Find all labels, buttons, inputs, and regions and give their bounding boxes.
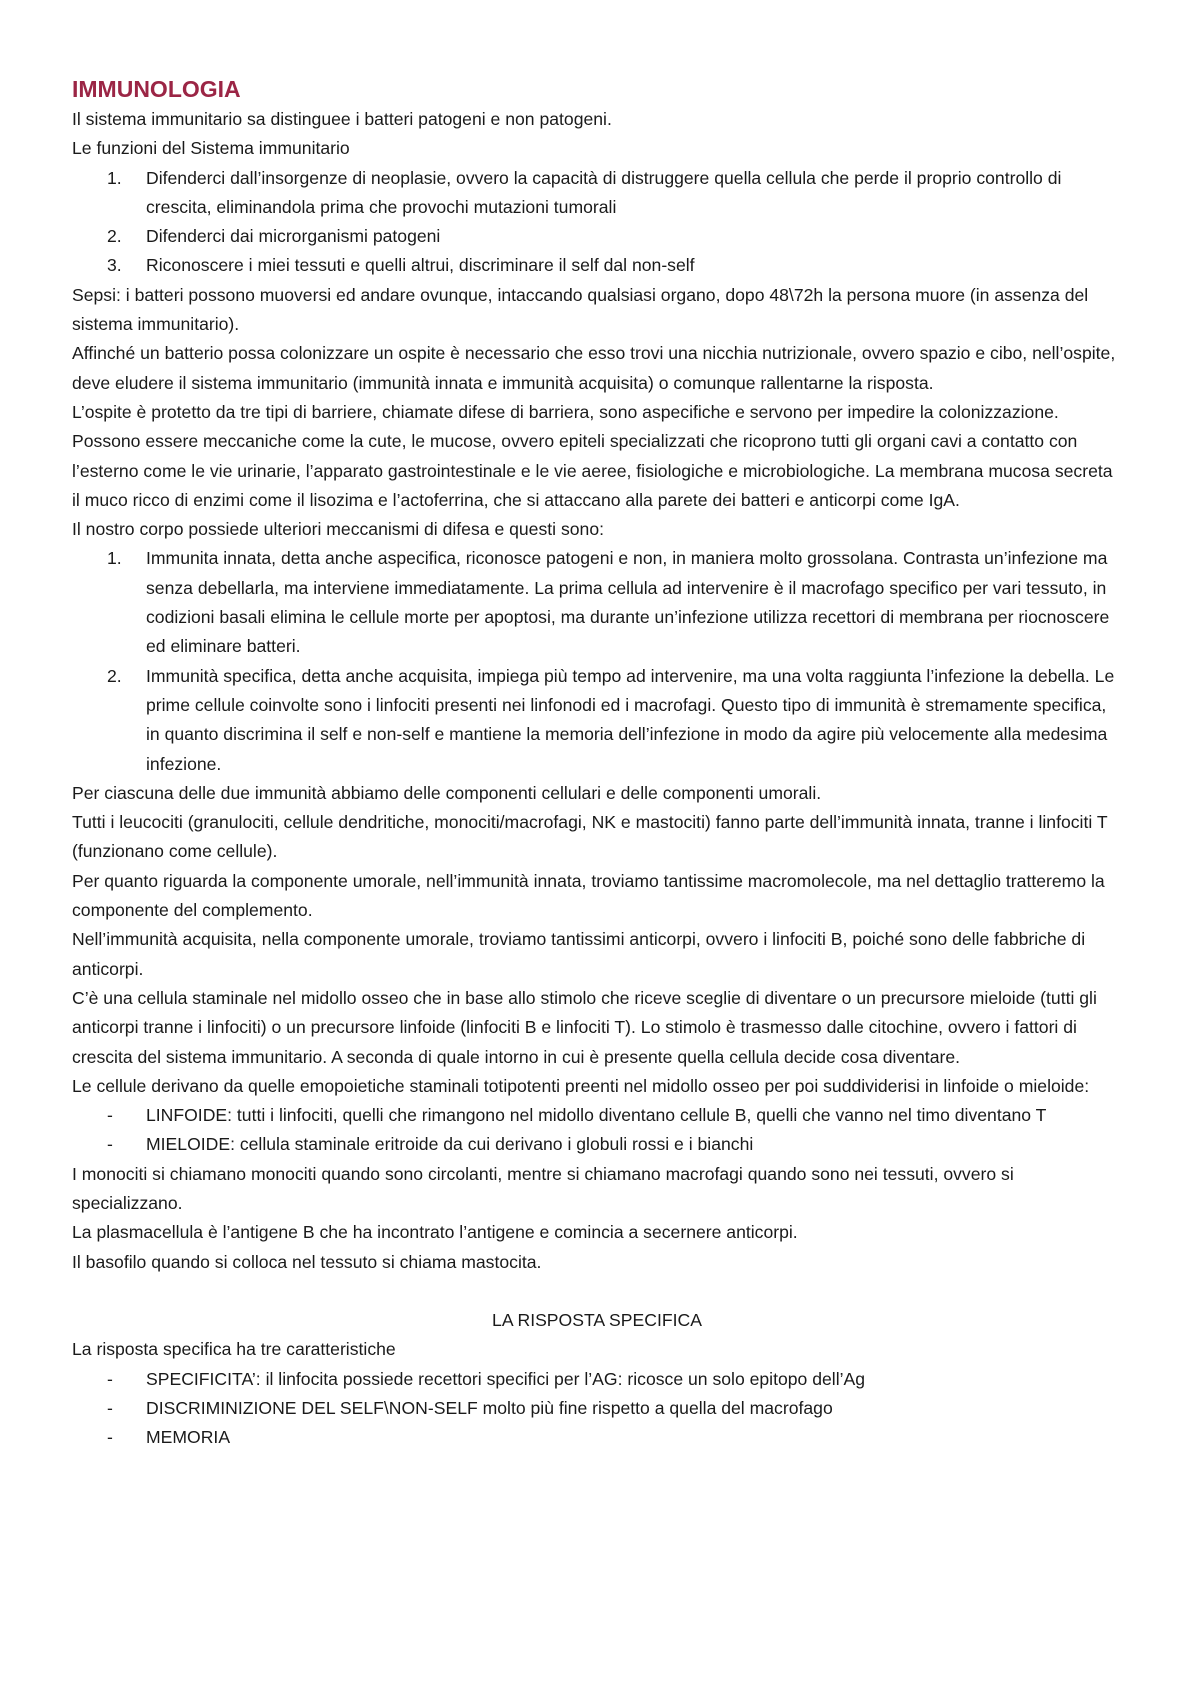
paragraph: Affinché un batterio possa colonizzare un ospite è necessario che esso trovi una nicchia nutrizionale, ovvero spazio e cibo, nell’ospite, deve eludere il sistema immunitario (immunità innata e immunità acquisita) o comunque rallentarne la risposta. (72, 343, 1116, 393)
list-item-text: Riconoscere i miei tessuti e quelli altrui, discriminare il self dal non-self (146, 255, 695, 276)
list-item-text: MIELOIDE: cellula staminale eritroide da cui derivano i globuli rossi e i bianchi (146, 1134, 754, 1155)
paragraph: Sepsi: i batteri possono muoversi ed andare ovunque, intaccando qualsiasi organo, dopo 48\72h la persona muore (in assenza del sistema immunitario). (72, 284, 1089, 335)
list-item (72, 1365, 1122, 1394)
paragraph: Per ciascuna delle due immunità abbiamo delle componenti cellulari e delle componenti umorali. (72, 782, 822, 803)
list-marker: 2. (107, 665, 122, 686)
list-item (72, 662, 1122, 779)
paragraph: La risposta specifica ha tre caratteristiche (72, 1339, 396, 1360)
list-item-text: Difenderci dall’insorgenze di neoplasie, ovvero la capacità di distruggere quella cellula che perde il proprio controllo di crescita, eliminandola prima che provochi mutazioni tumorali (146, 167, 1062, 217)
list-marker: 1. (107, 548, 122, 569)
paragraph: Il basofilo quando si colloca nel tessuto si chiama mastocita. (72, 1251, 542, 1272)
paragraph: I monociti si chiamano monociti quando sono circolanti, mentre si chiamano macrofagi quando sono nei tessuti, ovvero si specializzano. (72, 1163, 1014, 1213)
paragraph: Le funzioni del Sistema immunitario (72, 138, 350, 159)
list-marker: 1. (107, 167, 122, 188)
immunity-list (72, 544, 1122, 778)
paragraph: C’è una cellula staminale nel midollo osseo che in base allo stimolo che riceve sceglie di diventare o un precursore mieloide (tutti gli anticorpi tranne i linfociti) o un precursore linfoide (linfociti B e linfociti T). Lo stimolo è trasmesso dalle citochine, ovvero i fattori di crescita del sistema immunitario. A seconda di quale intorno in cui è presente quella cellula decide cosa diventare. (72, 987, 1097, 1067)
paragraph: Per quanto riguarda la componente umorale, nell’immunità innata, troviamo tantissime macromolecole, ma nel dettaglio tratteremo la componente del complemento. (72, 870, 1105, 921)
list-item-text: Immunita innata, detta anche aspecifica, riconosce patogeni e non, in maniera molto grossolana. Contrasta un’infezione ma senza debellarla, ma interviene immediatamente. La prima cellula ad intervenire è il macrofago specifico per vari tessuto, in codizioni basali elimina le cellule morte per apoptosi, ma durante un’infezione utilizza recettori di membrana per riocnoscere ed eliminare batteri. (146, 548, 1110, 657)
specific-list (72, 1365, 1122, 1453)
paragraph: Il sistema immunitario sa distinguee i batteri patogeni e non patogeni. (72, 109, 612, 129)
paragraph: Tutti i leucociti (granulociti, cellule dendritiche, monociti/macrofagi, NK e mastociti) fanno parte dell’immunità innata, tranne i linfociti T (funzionano come cellule). (72, 812, 1108, 862)
list-item (72, 544, 1122, 661)
list-item (72, 164, 1122, 223)
list-item-text: LINFOIDE: tutti i linfociti, quelli che rimangono nel midollo diventano cellule B, quelli che vanno nel timo diventano T (146, 1105, 1047, 1126)
list-item (72, 1101, 1122, 1130)
document-page (72, 74, 1122, 1453)
list-marker: - (107, 1427, 113, 1448)
list-marker: 3. (107, 255, 122, 276)
paragraph: Il nostro corpo possiede ulteriori meccanismi di difesa e questi sono: (72, 519, 604, 540)
list-marker: - (107, 1105, 113, 1126)
paragraph: Le cellule derivano da quelle emopoietiche staminali totipotenti preenti nel midollo osseo per poi suddividerisi in linfoide o mieloide: (72, 1075, 1090, 1096)
list-marker: - (107, 1398, 113, 1419)
list-marker: 2. (107, 226, 122, 247)
list-item (72, 1423, 1122, 1452)
paragraph: Nell’immunità acquisita, nella componente umorale, troviamo tantissimi anticorpi, ovvero i linfociti B, poiché sono delle fabbriche di anticorpi. (72, 929, 1086, 979)
document-title: IMMUNOLOGIA (72, 76, 241, 102)
paragraph: L’ospite è protetto da tre tipi di barriere, chiamate difese di barriera, sono aspecifiche e servono per impedire la colonizzazione. Possono essere meccaniche come la cute, le mucose, ovvero epiteli specializzati che ricoprono tutti gli organi cavi a contatto con l’esterno come le vie urinarie, l’apparato gastrointestinale e le vie aeree, fisiologiche e microbiologiche. La membrana mucosa secreta il muco ricco di enzimi come il lisozima e l’actoferrina, che si attaccano alla parete dei batteri e anticorpi come IgA. (72, 401, 1113, 510)
list-item-text: MEMORIA (146, 1427, 231, 1448)
list-item (72, 1130, 1122, 1159)
list-item-text: Immunità specifica, detta anche acquisita, impiega più tempo ad intervenire, ma una volta raggiunta l’infezione la debella. Le prime cellule coinvolte sono i linfociti presenti nei linfonodi ed i macrofagi. Questo tipo di immunità è stremamente specifica, in quanto discrimina il self e non-self e mantiene la memoria dell’infezione in modo da agire più velocemente alla medesima infezione. (146, 665, 1115, 774)
lineage-list (72, 1101, 1122, 1160)
list-item-text: DISCRIMINIZIONE DEL SELF\NON-SELF molto più fine rispetto a quella del macrofago (146, 1398, 833, 1419)
list-item (72, 251, 1122, 280)
functions-list (72, 164, 1122, 281)
list-marker: - (107, 1134, 113, 1155)
list-item-text: SPECIFICITA’: il linfocita possiede recettori specifici per l’AG: ricosce un solo epitopo dell’Ag (146, 1368, 866, 1389)
section-heading: LA RISPOSTA SPECIFICA (492, 1310, 702, 1331)
list-item (72, 222, 1122, 251)
list-marker: - (107, 1368, 113, 1389)
paragraph: La plasmacellula è l’antigene B che ha incontrato l’antigene e comincia a secernere anticorpi. (72, 1222, 798, 1243)
list-item (72, 1394, 1122, 1423)
list-item-text: Difenderci dai microrganismi patogeni (146, 226, 441, 247)
